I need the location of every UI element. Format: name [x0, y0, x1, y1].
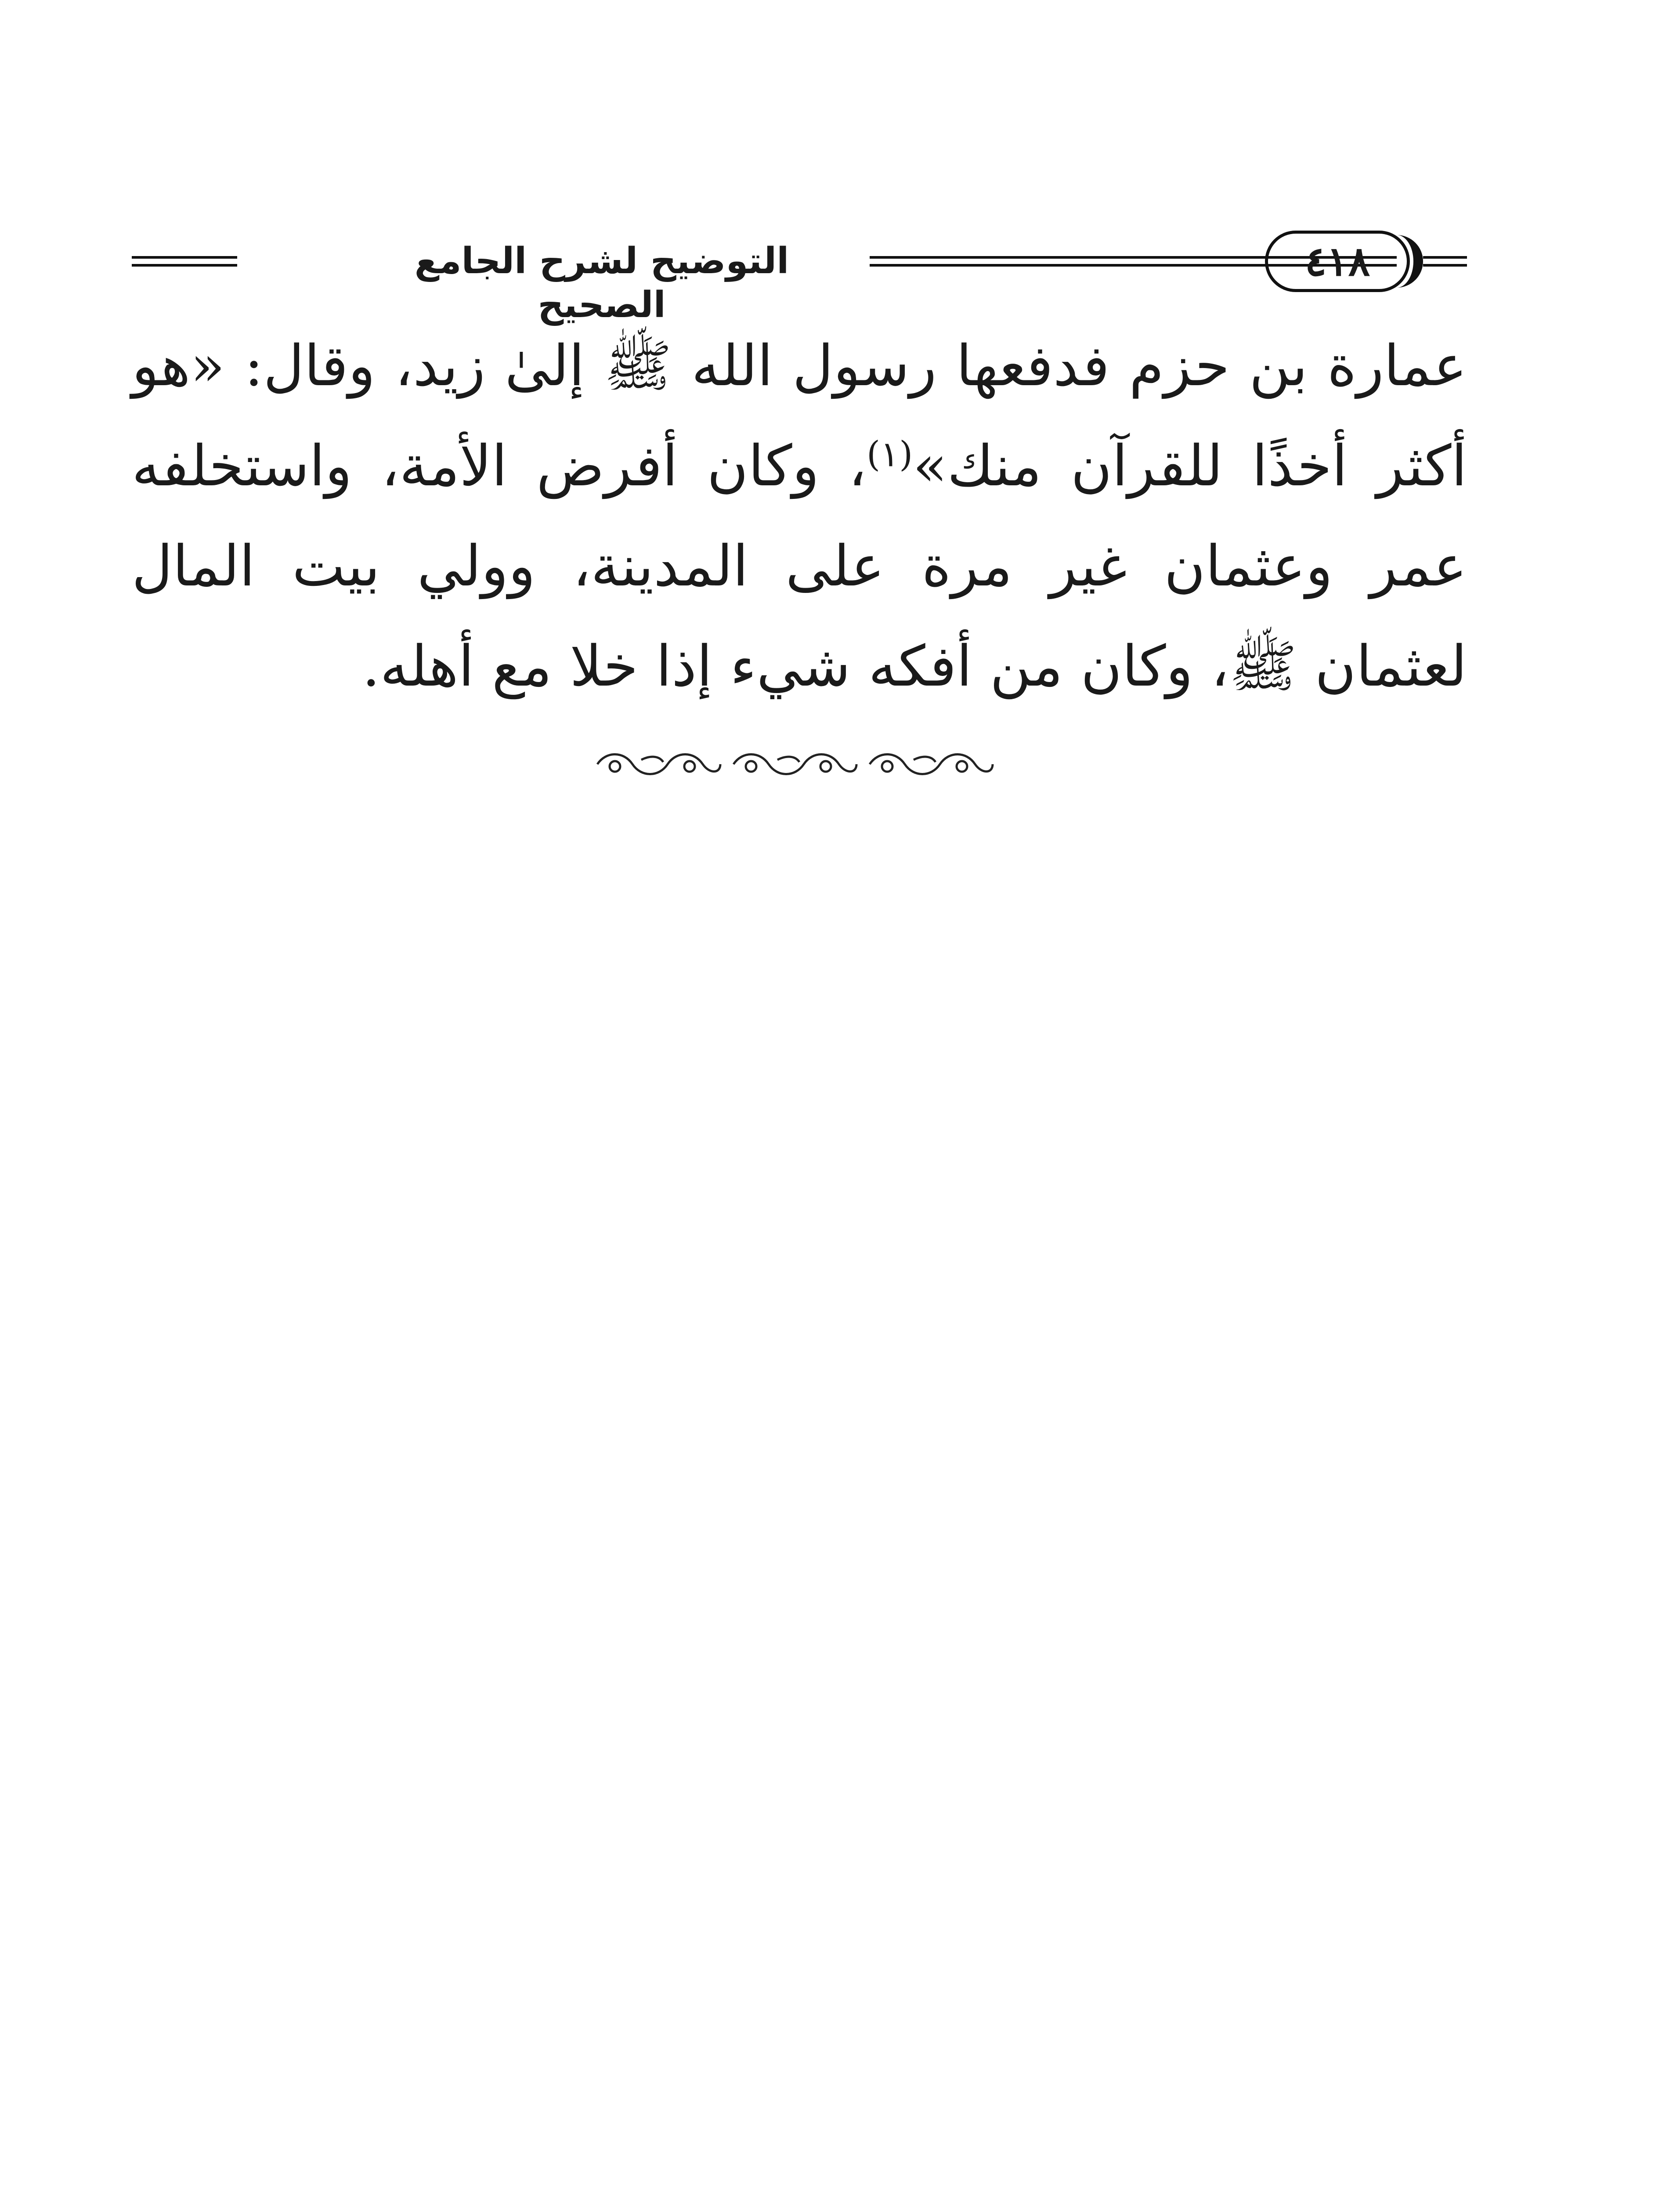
footnote-reference[interactable]: (١): [866, 433, 913, 475]
ornament-divider: [589, 747, 1001, 782]
main-text-part-2: ، وكان أفرض الأمة، واستخلفه عمر وعثمان غير مرة على المدينة، وولي بيت المال لعثمان ﷺ، وكان من أفكه شيء إذا خلا مع أهله.: [132, 433, 1467, 699]
running-title: التوضيح لشرح الجامع الصحيح: [414, 240, 789, 326]
ornament-motif: [870, 755, 993, 774]
ornament-motif: [597, 755, 720, 774]
page-number: ٤١٨: [1265, 231, 1410, 292]
page-header: [132, 231, 1467, 326]
header-rule-left: [132, 256, 237, 267]
ornament-motif: [733, 755, 856, 774]
header-rule-right: [1423, 256, 1467, 267]
main-text-part-1: عمارة بن حزم فدفعها رسول الله ﷺ إلىٰ زيد، وقال: «هو أكثر أخذًا للقرآن منك»: [132, 333, 1467, 499]
main-paragraph: [132, 316, 1467, 717]
